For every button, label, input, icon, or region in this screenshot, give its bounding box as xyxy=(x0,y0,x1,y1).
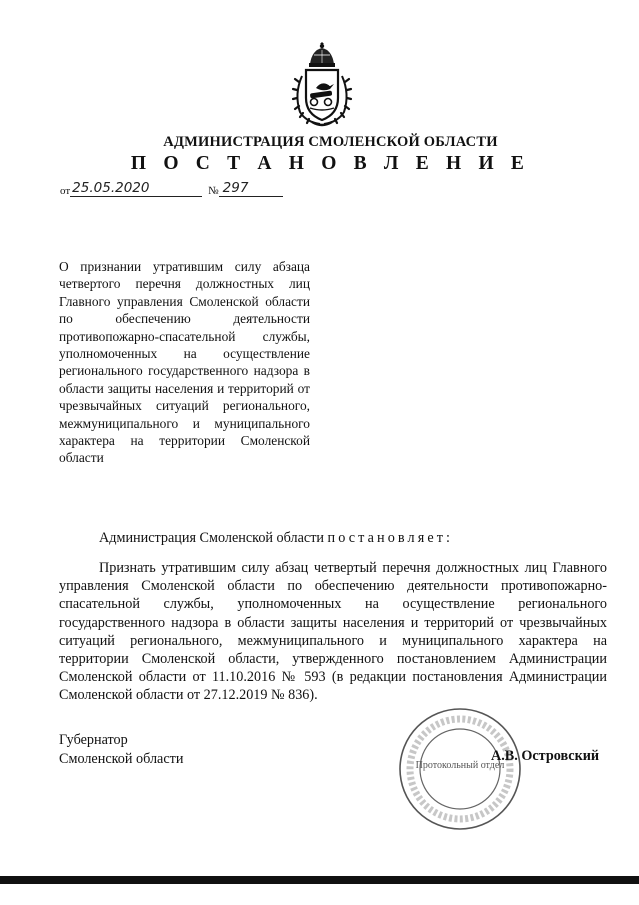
signatory-title-line2: Смоленской области xyxy=(59,750,184,767)
scan-edge-bar xyxy=(0,876,639,884)
document-subject: О признании утратившим силу абзаца четвертого перечня должностных лиц Главного управления Смоленской области по обеспечению деятельности противопожарно-спасательной службы, уполномоченных на осуществление регионального государственного надзора в области защиты населения и территорий от чрезвычайных ситуаций регионального, межмуниципального и муниципального характера на территории Смоленской области xyxy=(59,259,310,466)
date-field xyxy=(70,181,202,197)
handwritten-date: 25.05.2020 xyxy=(72,180,150,196)
organization-name: АДМИНИСТРАЦИЯ СМОЛЕНСКОЙ ОБЛАСТИ xyxy=(163,134,498,150)
number-prefix: № xyxy=(208,185,219,197)
date-prefix: от xyxy=(60,185,71,197)
signatory-title xyxy=(59,731,183,768)
decree-lead: Администрация Смоленской области xyxy=(99,530,328,546)
document-body: Признать утратившим силу абзац четвертый перечня должностных лиц Главного управления Смоленской области по обеспечению деятельности противопожарно-спасательной службы, уполномоченных на осуществление регионального государственного надзора в области защиты населения и территорий от чрезвычайных ситуаций регионального, межмуниципального и муниципального характера на территории Смоленской области, утвержденного постановлением Администрации Смоленской области от 11.10.2016 № 593 (в редакции постановления Администрации Смоленской области от 27.12.2019 № 836). xyxy=(59,560,607,704)
number-field xyxy=(219,181,283,197)
signatory-name: А.В. Островский xyxy=(491,748,600,764)
document-type: П О С Т А Н О В Л Е Н И Е xyxy=(130,153,531,174)
date-number-line xyxy=(60,179,283,197)
decree-keyword: постановляет: xyxy=(327,530,454,546)
handwritten-number: 297 xyxy=(222,180,249,196)
official-stamp xyxy=(397,706,523,832)
signatory-title-line1: Губернатор xyxy=(59,732,128,748)
decree-line xyxy=(99,530,453,547)
stamp-text: Протокольный отдел xyxy=(415,760,505,771)
coat-of-arms-emblem xyxy=(290,42,354,128)
